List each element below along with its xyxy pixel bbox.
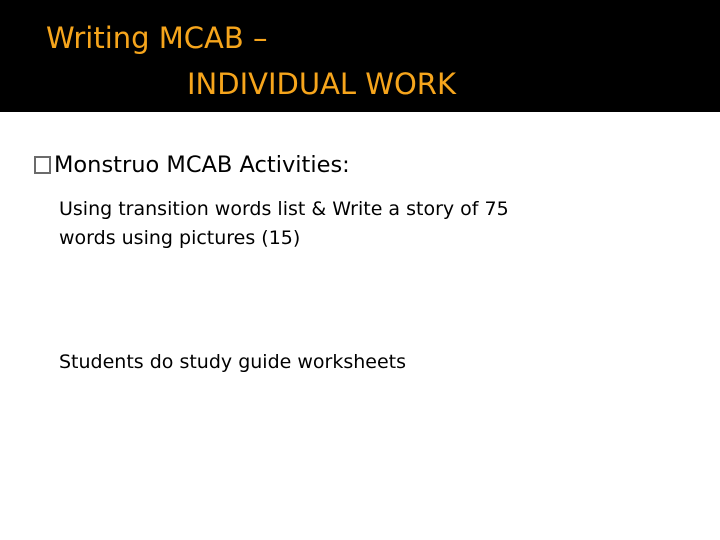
- slide-title-line-1: Writing MCAB –: [46, 21, 268, 55]
- bullet-heading: Monstruo MCAB Activities:: [54, 152, 350, 178]
- sub-item-transition-words: [59, 195, 509, 253]
- sub-item-line: Students do study guide worksheets: [59, 351, 407, 373]
- sub-item-line: Using transition words list & Write a story of 75: [59, 198, 509, 220]
- title-bar: [0, 0, 720, 112]
- slide-title-line-2: INDIVIDUAL WORK: [187, 67, 456, 101]
- sub-item-line: words using pictures (15): [59, 227, 301, 249]
- sub-item-study-guide: [59, 348, 406, 377]
- bullet-item: [34, 154, 350, 177]
- bullet-box-icon: [34, 156, 51, 174]
